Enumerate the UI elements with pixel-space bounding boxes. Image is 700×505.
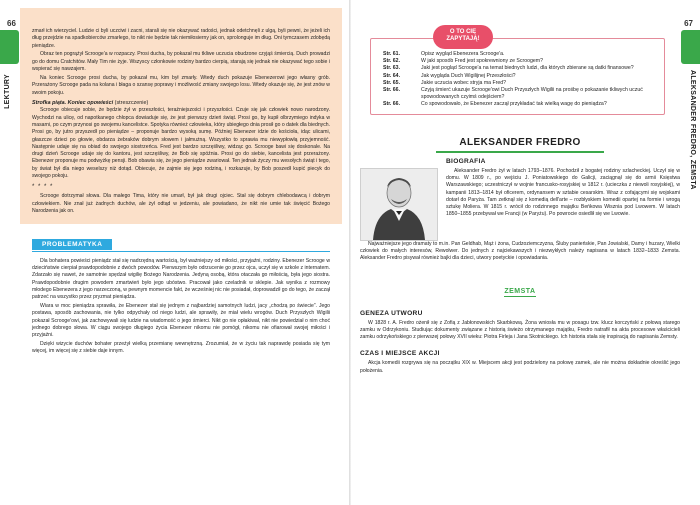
left-page [20, 8, 342, 357]
questions-badge-line2: ZAPYTAJĄ! [446, 36, 480, 42]
problem-label: PROBLEMATYKA [32, 239, 112, 250]
time-place-heading: CZAS I MIEJSCE AKCJI [360, 350, 440, 358]
question-row [383, 101, 652, 108]
questions-badge-line1: O TO CIĘ [449, 29, 477, 35]
section-tab-left [0, 30, 19, 64]
page-gutter [349, 0, 351, 505]
page-number-left: 66 [7, 19, 16, 28]
question-ref: Str. 64. [383, 72, 401, 79]
biography-text [446, 158, 680, 241]
author-title: ALEKSANDER FREDRO [459, 136, 581, 148]
question-text: Czyją śmierć ukazuje Scrooge'owi Duch Przyszłych Wigilii na prośbę o pokazanie tkliwych uczuć spowodowanych czyimś odejściem? [421, 87, 643, 101]
problem-text [32, 258, 330, 356]
genesis-heading: GENEZA UTWORU [360, 309, 423, 317]
question-row [383, 51, 652, 58]
question-row [383, 80, 652, 87]
questions-badge [433, 25, 493, 49]
summary-paragraph: zmarł ich wierzyciel. Ludzie ci byli uczciwi i zacni, starali się nie okazywać radości, jednak odetchnęli z ulgą, byli pewni, że jeżeli ich dług przejdzie na spadkobierców zmarłego, to nikt nie będzie tak niemiłosierny jak on, sprolonguje im dług. Oni tymczasem zdobędą pieniądze. [32, 28, 330, 49]
biography-section [360, 158, 680, 241]
question-ref: Str. 66. [383, 101, 401, 108]
question-ref: Str. 63. [383, 65, 401, 72]
summary-paragraph: Obraz ten pogrążył Scrooge'a w rozpaczy. Prosi ducha, by pokazał mu tkliwe uczucia obudzone czyjąś śmiercią. Duch prowadzi go do domu Cratchitów. Mały Tim nie żyje. Wszyscy członkowie rodziny bardzo cierpią, starają się jednak nie okazywać tego sobie i wspierać się nawzajem. [32, 51, 330, 73]
author-underline [436, 151, 604, 153]
question-ref: Str. 66. [383, 87, 401, 94]
genesis-paragraph: W 1828 r. A. Fredro ożenił się z Zofią z Jabłonowskich Skarbkową. Żona wniosła mu w posagu tzw. klucz korczyński z połową starego zamku w Odrzykoniu. Studiując dokumenty związane z historią świeżo otrzymanego majątku, Fredro natrafił na akta procesowe właścicieli zamku odrzykońskiego z pierwszej połowy XVII wieku: Piotra Firleja i Jana Skotnickiego. Ich historia stała się inspiracją do napisania Zemsty. [360, 319, 680, 341]
stave-heading-title: Strofka piąta. Koniec opowieści [32, 99, 114, 106]
section-tab-right [681, 30, 700, 64]
biography-paragraph: Aleksander Fredro żył w latach 1793–1876. Pochodził z bogatej rodziny szlacheckiej. Uczył się w domu. W 1809 r., po wejściu J. Poniatowskiego do Galicji, zaciągnął się do armii Księstwa Warszawskiego; uczestniczył w wojnie francusko-rosyjskiej w 1812 r. (ucieczka z niewoli rosyjskiej), w kampanii 1813–1814 był oficerem, ordynansem w sztabie cesarskim. Wraz z cofającymi się wojskami dotarł do Paryża. Tam zetknął się z komedią dell'arte – rozbłyskiem komedii opartej na formie i wrogą sztukę Moliera. W 1815 r. wrócił do rodzinnego majątku Beńkowa Wisznia pod Lwowem. W latach 1850–1855 przebywał we Francji (w Paryżu). Po powrocie osiedlił się we Lwowie. [446, 167, 680, 218]
page-number-right: 67 [684, 19, 693, 28]
problem-paragraph: Dla bohatera powieści pieniądz stał się nadrzędną wartością, był ważniejszy od miłości, przyjaźni, rodziny. Ebenezer Scrooge w dzieciństwie cierpiał prawdopodobnie z dwóch powodów. Pierwszym było odrzucenie go przez ojca, uczył się w szkole z internatem. Zdarzało się nawet, że samotnie spędzał wigilię Bożego Narodzenia. Jedyną osobą, która otaczała go miłością, była jego siostra. Prawdopodobnie drugim powodem zmartwień było jego ubóstwo. Pracował jako czeladnik w sklepie. Jak wynika z rozmowy młodego Ebenezera z jego narzeczoną, w pewnym momencie fakt, że wcześniej nic nie posiadał, doprowadził go do tego, że zaczął patrzeć na wszystko przez pryzmat pieniądza. [32, 257, 330, 301]
author-portrait [360, 168, 438, 241]
question-text: Co spowodowało, że Ebenezer zaczął przykładać tak wielką wagę do pieniądza? [421, 101, 607, 108]
question-text: Jak wygląda Duch Wigilijnej Przeszłości? [421, 72, 516, 79]
section-break-stars: * * * * [32, 184, 54, 191]
stave-heading [32, 100, 330, 108]
question-text: Jakie uczucia wobec stryja ma Fred? [421, 79, 507, 86]
right-page [360, 8, 680, 377]
question-text: W jaki sposób Fred jest spokrewniony ze Scroogem? [421, 58, 543, 65]
work-title: ZEMSTA [504, 287, 536, 295]
question-ref: Str. 65. [383, 79, 401, 86]
question-ref: Str. 62. [383, 58, 401, 65]
section-label-left: LEKTURY [4, 74, 11, 109]
questions-box [370, 29, 665, 115]
problem-paragraph: Dzięki wizycie duchów bohater przeżył wielką przemianę wewnętrzną. Zrozumiał, że w życiu tak naprawdę posiada się tym więcej, im więcej się z siebie daje innym. [32, 340, 330, 355]
question-row [383, 73, 652, 80]
portrait-illustration [361, 169, 437, 240]
question-text: Opisz wygląd Ebenezera Scrooge'a. [421, 51, 505, 57]
question-ref: Str. 61. [383, 51, 401, 57]
time-place-paragraph: Akcja komedii rozgrywa się na początku XIX w. Miejscem akcji jest podzielony na połowę zamek, ale nie można dokładnie określić jego położenia. [360, 360, 680, 374]
question-row [383, 58, 652, 65]
works-paragraph: Najważniejsze jego dramaty to m.in. Pan Geldhab, Mąż i żona, Cudzoziemczyzna, Śluby panieńskie, Pan Jowialski, Damy i huzary, Wielki człowiek do małych interesów, Rewolwer. Do jednych z najciekawszych i niezwykłych należy napisana w latach 1832–1833 Zemsta. Aleksander Fredro pisywał również bajki dla dzieci, utwory poetyckie i opowiadania. [360, 240, 680, 262]
question-row [383, 87, 652, 101]
problem-paragraph: Wiara w moc pieniądza sprawiła, że Ebenezer stał się jednym z najbardziej samotnych ludzi, jacy „chodzą po świecie”. Jego postawa, sposób zachowania, nie tylko odpychały od niego ludzi, ale sprawiły, że miał wielu wrogów. Duch Przyszłych Wigilii pokazał Scrooge'owi, jak zachowywali się ludzie na wiadomość o jego śmierci. Nikt go nie opłakiwał, nikt nie powiedział o nim choć jednego dobrego słowa. W ciągu swojego długiego życia Ebenezer nikomu nie pomógł, nikomu nie ofiarował swojej miłości i przyjaźni. [32, 302, 330, 339]
stave-paragraph: Scrooge obiecuje sobie, że będzie żył w przeszłości, teraźniejszości i przyszłości. Czuje się jak człowiek nowo narodzony. Wychodzi na ulicę, od napotkanego chłopca dowiaduje się, że jest pierwszy dzień świąt. Prosi go, by kupił olbrzymiego indyka w masarni, po czym przynosi go swojemu kancelistce. Spotyka również człowieka, który ubiegłego dnia prosił go o datek dla biednych. Prosi go, by jutro przyszedł po pieniądze – proponuje bardzo wysoką sumę. Później Ebenezer idzie do kościoła, idąc ulicami, głaszcze dzieci po głowie, obdarza żebraków dobrym słowem i jałmużną. Wszystko to sprawia mu niewypłowłą przyjemność. Następnie udaje się na obiad do swojego siostrzeńca. Fred jest bardzo szczęśliwy, widząc go. Scrooge bawi się doskonale. Na drugi dzień Scrooge udaje się do kantoru, jest szczęśliwy, że Bob się spóźnia. Prosi go do siebie, kancelista jest przerażony. Ebenezer proponuje mu podwyżkę pensji. Bob obawia się, że jego pieniądze zwariował. Ten jednak życzy mu wesołych świąt i tego, by świat był dla niego weselszy niż dotąd. Obiecuje, że zajmie się jego rodziną, i rozkazuje, by Bob poszedł kupić piecyk do swojego pokoju. [32, 107, 330, 180]
problem-divider [32, 251, 330, 252]
section-label-right: ALEKSANDER FREDRO, ZEMSTA [689, 70, 696, 190]
question-row [383, 65, 652, 72]
question-text: Jaki jest pogląd Scrooge'a na temat biednych ludzi, dla których zbierane są datki finansowe? [421, 65, 634, 72]
closing-paragraph: Scrooge dotrzymał słowa. Dla małego Tima, który nie umarł, był jak drugi ojciec. Stał się dobrym chlebodawcą i dobrym człowiekiem. Nie znał już żadnych duchów, ale żył odtąd w jedzeniu, ale powiadano, że nikt nie umie tak święcić Bożego Narodzenia jak on. [32, 193, 330, 214]
biography-heading: BIOGRAFIA [446, 157, 486, 165]
stave-heading-suffix: (streszczenie) [113, 99, 149, 106]
summary-paragraph: Na koniec Scrooge prosi ducha, by pokazał mu, kim był zmarły. Wtedy duch pokazuje Ebenezerowi jego własny grób. Przerażony Scrooge pada na kolana i błaga o szansę poprawy i możliwość zmiany swojego losu. Wtedy okazuje się, że jest znów w swoim pokoju. [32, 74, 330, 96]
summary-box [20, 8, 342, 224]
work-heading [360, 280, 680, 298]
problem-section [20, 224, 342, 356]
author-heading [360, 132, 680, 153]
